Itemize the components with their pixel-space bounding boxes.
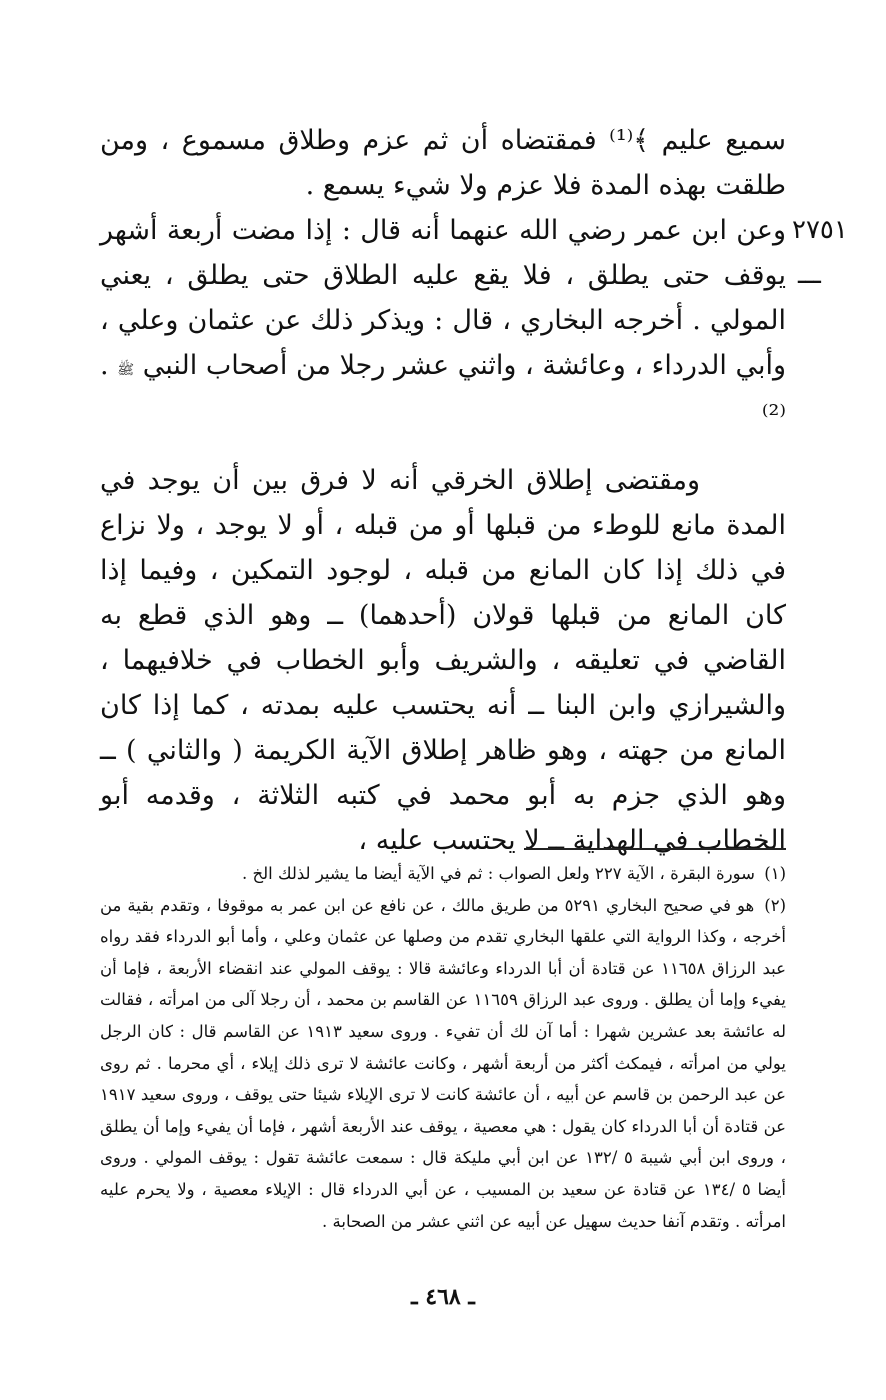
footnote-number: (١)	[764, 864, 786, 883]
main-text	[100, 118, 848, 863]
hadith-footnote-ref: . ⁽²⁾	[100, 350, 786, 431]
footnote-divider	[524, 848, 786, 850]
footnote-2	[100, 890, 786, 1238]
footnote-number: (٢)	[764, 895, 786, 915]
commentary-paragraph: ومقتضى إطلاق الخرقي أنه لا فرق بين أن يوجد في المدة مانع للوطء من قبلها أو من قبله ، أو لا يوجد ، ولا نزاع في ذلك إذا كان المانع من قبله ، لوجود التمكين ، وفيما إذا كان المانع من قبلها قولان (أحدهما) ــ وهو الذي قطع به القاضي في تعليقه ، والشريف وأبو الخطاب في خلافيهما ، والشيرازي وابن البنا ــ أنه يحتسب عليه بمدته ، كما إذا كان المانع من جهته ، وهو ظاهر إطلاق الآية الكريمة ( والثاني ) ــ وهو الذي جزم به أبو محمد في كتبه الثلاثة ، وقدمه أبو الخطاب في الهداية ــ لا يحتسب عليه ،	[100, 465, 786, 856]
hadith-dash: ـــ	[798, 260, 821, 290]
footnote-text: هو في صحيح البخاري ٥٢٩١ من طريق مالك ، عن نافع عن ابن عمر به موقوفا ، وتقدم بقية من أخرجه ، وكذا الرواية التي علقها البخاري تقدم من وصلها عن عثمان وعلي ، وأما أبو الدرداء فقد رواه عبد الرزاق ١١٦٥٨ عن قتادة أن أبا الدرداء وعائشة قالا : يوقف المولي عند انقضاء الأربعة ، فإما أن يفيء وإما أن يطلق . وروى عبد الرزاق ١١٦٥٩ عن القاسم بن محمد ، أن رجلا آلى من امرأته ، فقالت له عائشة بعد عشرين شهرا : أما آن لك أن تفيء . وروى سعيد ١٩١٣ عن القاسم قال : كان الرجل يولي من امرأته ، فيمكث أكثر من أربعة أشهر ، وكانت عائشة لا ترى ذلك إيلاء ، أي محرما . ثم روى عن عبد الرحمن بن قاسم عن أبيه ، أن عائشة كانت لا ترى الإيلاء شيئا حتى يوقف ، وروى سعيد ١٩١٧ عن قتادة أن أبا الدرداء كان يقول : هي معصية ، يوقف عند الأربعة أشهر ، فإما أن يفيء وإما أن يطلق ، وروى ابن أبي شيبة ٥ /١٣٢ عن ابن أبي مليكة قال : سمعت عائشة تقول : يوقف المولي . وروى أيضا ٥ /١٣٤ عن قتادة عن سعيد بن المسيب ، عن أبي الدرداء قال : الإيلاء معصية ، ولا يحرم عليه امرأته . وتقدم آنفا حديث سهيل عن أبيه عن اثني عشر من الصحابة .	[100, 895, 787, 1231]
pbuh-honorific: ﷺ	[117, 362, 135, 378]
footnote-text: سورة البقرة ، الآية ٢٢٧ ولعل الصواب : ثم في الآية أيضا ما يشير لذلك الخ .	[241, 864, 755, 883]
hadith-paragraph	[100, 208, 848, 438]
footnotes	[100, 858, 786, 1237]
footnote-1	[100, 858, 786, 890]
page-number: ـ ٤٦٨ ـ	[411, 1284, 475, 1310]
intro-paragraph: سميع عليم ﴾⁽¹⁾ فمقتضاه أن ثم عزم وطلاق مسموع ، ومن طلقت بهذه المدة فلا عزم ولا شيء يسمع .	[100, 125, 786, 201]
hadith-number-value: ٢٧٥١	[792, 215, 848, 245]
hadith-text: وعن ابن عمر رضي الله عنهما أنه قال : إذا مضت أربعة أشهر يوقف حتى يطلق ، فلا يقع عليه الطلاق حتى يطلق ، يعني المولي . أخرجه البخاري ، قال : ويذكر ذلك عن عثمان وعلي ، وأبي الدرداء ، وعائشة ، واثني عشر رجلا من أصحاب النبي	[100, 215, 786, 381]
hadith-number	[792, 208, 882, 298]
